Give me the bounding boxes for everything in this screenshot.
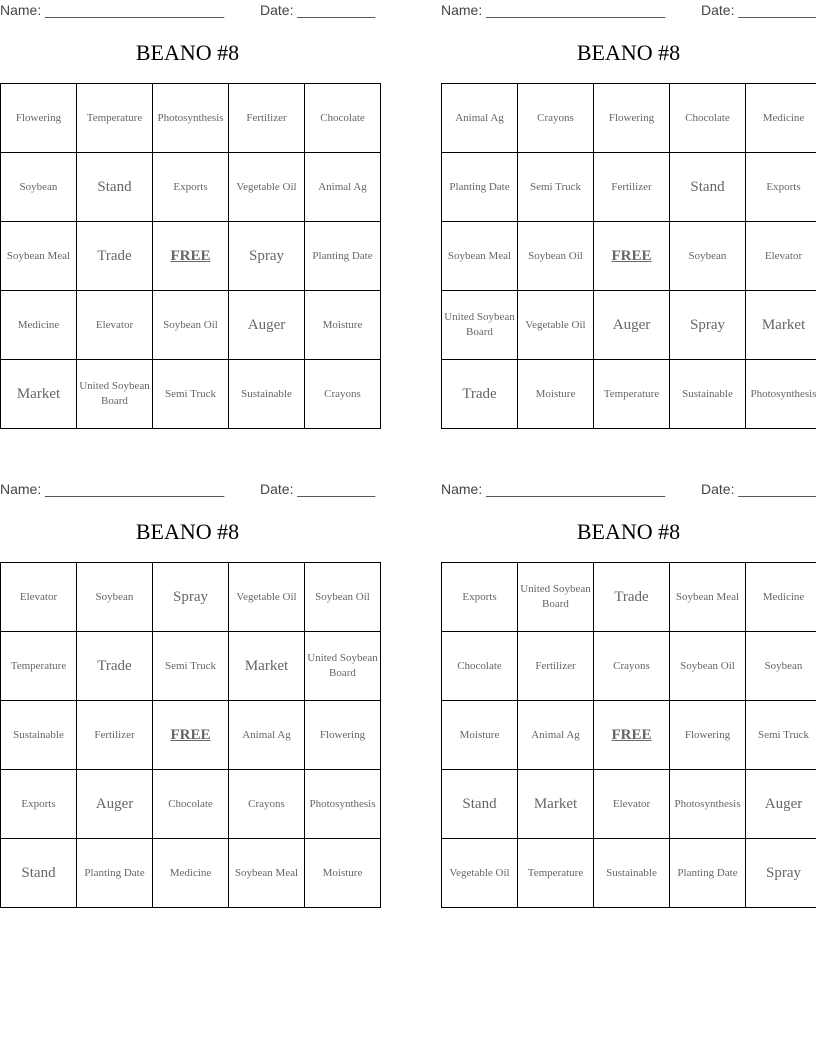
grid-cell[interactable]: Spray	[670, 291, 746, 360]
grid-row	[1, 632, 381, 701]
grid-cell[interactable]: Photosynthesis	[670, 770, 746, 839]
grid-row	[442, 153, 816, 222]
grid-cell[interactable]: Vegetable Oil	[442, 839, 518, 908]
grid-cell[interactable]: Soybean Meal	[1, 222, 77, 291]
grid-row	[442, 839, 816, 908]
grid-cell[interactable]: Soybean	[77, 563, 153, 632]
grid-cell[interactable]: Fertilizer	[229, 84, 305, 153]
grid-cell[interactable]: Sustainable	[1, 701, 77, 770]
grid-cell[interactable]: Medicine	[746, 84, 816, 153]
card-header	[441, 0, 816, 22]
name-field[interactable]: Name: _______________________	[441, 481, 666, 497]
grid-row	[1, 563, 381, 632]
grid-cell[interactable]: United Soybean Board	[518, 563, 594, 632]
grid-cell[interactable]: Fertilizer	[518, 632, 594, 701]
grid-row	[1, 839, 381, 908]
grid-cell[interactable]: Flowering	[594, 84, 670, 153]
grid-cell[interactable]: Elevator	[77, 291, 153, 360]
free-space[interactable]: FREE	[594, 222, 670, 291]
grid-cell[interactable]: Soybean	[670, 222, 746, 291]
grid-cell[interactable]: United Soybean Board	[442, 291, 518, 360]
grid-cell[interactable]: Moisture	[442, 701, 518, 770]
grid-cell[interactable]: Soybean Oil	[670, 632, 746, 701]
grid-cell[interactable]: Exports	[746, 153, 816, 222]
grid-cell[interactable]: Moisture	[305, 291, 381, 360]
free-space[interactable]: FREE	[153, 222, 229, 291]
bingo-grid	[441, 562, 816, 908]
grid-cell[interactable]: Photosynthesis	[305, 770, 381, 839]
grid-cell[interactable]: Planting Date	[442, 153, 518, 222]
grid-cell[interactable]: Fertilizer	[77, 701, 153, 770]
name-field[interactable]: Name: _______________________	[0, 481, 225, 497]
grid-cell[interactable]: Stand	[77, 153, 153, 222]
grid-row	[1, 153, 381, 222]
grid-cell[interactable]: Sustainable	[229, 360, 305, 429]
bingo-grid	[0, 562, 381, 908]
grid-row	[442, 291, 816, 360]
grid-cell[interactable]: Stand	[442, 770, 518, 839]
card-title: BEANO #8	[576, 40, 681, 65]
grid-cell[interactable]: Soybean Oil	[153, 291, 229, 360]
grid-cell[interactable]: Semi Truck	[518, 153, 594, 222]
grid-cell[interactable]: Market	[746, 291, 816, 360]
date-field[interactable]: Date: __________	[260, 2, 376, 18]
grid-cell[interactable]: Trade	[77, 632, 153, 701]
card-header	[0, 479, 375, 501]
grid-cell[interactable]: Stand	[1, 839, 77, 908]
grid-cell[interactable]: Medicine	[1, 291, 77, 360]
grid-row	[1, 84, 381, 153]
date-field[interactable]: Date: __________	[260, 481, 376, 497]
grid-cell[interactable]: Exports	[1, 770, 77, 839]
grid-cell[interactable]: Planting Date	[77, 839, 153, 908]
grid-cell[interactable]: Animal Ag	[442, 84, 518, 153]
date-field[interactable]: Date: __________	[701, 481, 816, 497]
grid-cell[interactable]: Chocolate	[153, 770, 229, 839]
grid-cell[interactable]: Stand	[670, 153, 746, 222]
grid-row	[1, 291, 381, 360]
bingo-grid	[0, 83, 381, 429]
grid-cell[interactable]: Elevator	[746, 222, 816, 291]
grid-cell[interactable]: Soybean Oil	[305, 563, 381, 632]
grid-cell[interactable]: Spray	[746, 839, 816, 908]
grid-cell[interactable]: Soybean Oil	[518, 222, 594, 291]
date-field[interactable]: Date: __________	[701, 2, 816, 18]
free-space[interactable]: FREE	[594, 701, 670, 770]
grid-row	[442, 360, 816, 429]
grid-cell[interactable]: Animal Ag	[229, 701, 305, 770]
grid-cell[interactable]: Flowering	[305, 701, 381, 770]
grid-cell[interactable]: Elevator	[594, 770, 670, 839]
grid-cell[interactable]: Planting Date	[305, 222, 381, 291]
card-header	[441, 479, 816, 501]
grid-row	[442, 222, 816, 291]
grid-row	[1, 701, 381, 770]
grid-row	[442, 563, 816, 632]
grid-cell[interactable]: Crayons	[305, 360, 381, 429]
grid-cell[interactable]: Crayons	[518, 84, 594, 153]
grid-cell[interactable]: Temperature	[77, 84, 153, 153]
grid-cell[interactable]: Soybean Meal	[670, 563, 746, 632]
grid-cell[interactable]: Medicine	[746, 563, 816, 632]
grid-cell[interactable]: Flowering	[1, 84, 77, 153]
grid-cell[interactable]: Planting Date	[670, 839, 746, 908]
grid-cell[interactable]: Chocolate	[305, 84, 381, 153]
grid-cell[interactable]: Temperature	[594, 360, 670, 429]
grid-row	[442, 701, 816, 770]
card-header	[0, 0, 375, 22]
grid-cell[interactable]: Sustainable	[670, 360, 746, 429]
bingo-card-4	[441, 479, 816, 919]
grid-cell[interactable]: Auger	[229, 291, 305, 360]
grid-cell[interactable]: Photosynthesis	[746, 360, 816, 429]
grid-cell[interactable]: United Soybean Board	[77, 360, 153, 429]
grid-cell[interactable]: Spray	[229, 222, 305, 291]
grid-row	[1, 222, 381, 291]
grid-cell[interactable]: Elevator	[1, 563, 77, 632]
free-space[interactable]: FREE	[153, 701, 229, 770]
grid-cell[interactable]: Soybean	[746, 632, 816, 701]
grid-row	[1, 770, 381, 839]
card-title: BEANO #8	[576, 519, 681, 544]
grid-cell[interactable]: Soybean	[1, 153, 77, 222]
grid-cell[interactable]: Temperature	[1, 632, 77, 701]
grid-cell[interactable]: Trade	[442, 360, 518, 429]
card-title: BEANO #8	[135, 40, 240, 65]
grid-row	[442, 632, 816, 701]
grid-cell[interactable]: Market	[518, 770, 594, 839]
grid-cell[interactable]: Exports	[153, 153, 229, 222]
bingo-card-2	[441, 0, 816, 440]
grid-cell[interactable]: Semi Truck	[746, 701, 816, 770]
grid-cell[interactable]: Semi Truck	[153, 360, 229, 429]
grid-cell[interactable]: Moisture	[518, 360, 594, 429]
grid-row	[442, 84, 816, 153]
grid-cell[interactable]: Vegetable Oil	[229, 563, 305, 632]
name-field[interactable]: Name: _______________________	[0, 2, 225, 18]
grid-cell[interactable]: Market	[229, 632, 305, 701]
grid-cell[interactable]: United Soybean Board	[305, 632, 381, 701]
grid-cell[interactable]: Market	[1, 360, 77, 429]
grid-cell[interactable]: Animal Ag	[518, 701, 594, 770]
grid-row	[1, 360, 381, 429]
grid-cell[interactable]: Animal Ag	[305, 153, 381, 222]
grid-cell[interactable]: Soybean Meal	[442, 222, 518, 291]
grid-cell[interactable]: Auger	[594, 291, 670, 360]
bingo-card-3	[0, 479, 378, 919]
grid-cell[interactable]: Auger	[77, 770, 153, 839]
grid-cell[interactable]: Chocolate	[670, 84, 746, 153]
grid-cell[interactable]: Fertilizer	[594, 153, 670, 222]
grid-cell[interactable]: Temperature	[518, 839, 594, 908]
grid-cell[interactable]: Crayons	[229, 770, 305, 839]
grid-cell[interactable]: Spray	[153, 563, 229, 632]
grid-cell[interactable]: Exports	[442, 563, 518, 632]
grid-cell[interactable]: Semi Truck	[153, 632, 229, 701]
grid-cell[interactable]: Chocolate	[442, 632, 518, 701]
bingo-grid	[441, 83, 816, 429]
grid-cell[interactable]: Vegetable Oil	[518, 291, 594, 360]
grid-cell[interactable]: Trade	[77, 222, 153, 291]
name-field[interactable]: Name: _______________________	[441, 2, 666, 18]
bingo-card-1	[0, 0, 375, 440]
grid-cell[interactable]: Auger	[746, 770, 816, 839]
grid-cell[interactable]: Moisture	[305, 839, 381, 908]
grid-cell[interactable]: Vegetable Oil	[229, 153, 305, 222]
card-title: BEANO #8	[135, 519, 240, 544]
grid-cell[interactable]: Trade	[594, 563, 670, 632]
grid-cell[interactable]: Photosynthesis	[153, 84, 229, 153]
grid-cell[interactable]: Crayons	[594, 632, 670, 701]
grid-row	[442, 770, 816, 839]
grid-cell[interactable]: Sustainable	[594, 839, 670, 908]
grid-cell[interactable]: Flowering	[670, 701, 746, 770]
grid-cell[interactable]: Medicine	[153, 839, 229, 908]
grid-cell[interactable]: Soybean Meal	[229, 839, 305, 908]
